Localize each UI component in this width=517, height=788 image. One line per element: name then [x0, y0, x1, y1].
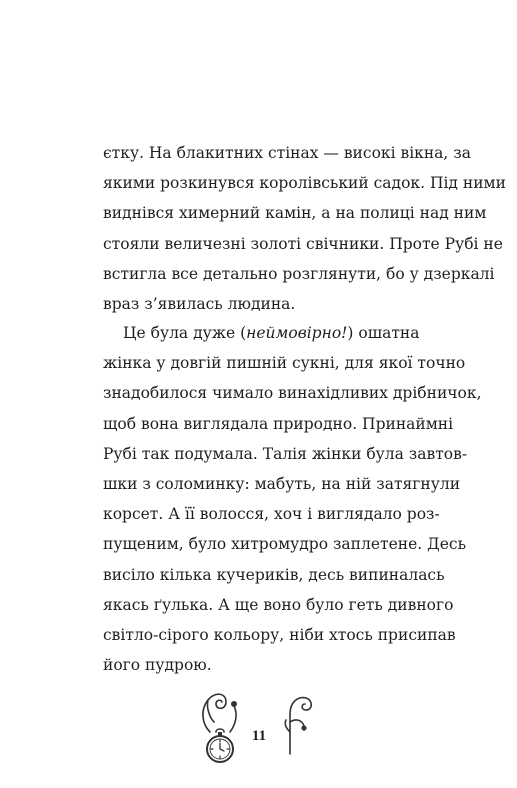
- text-line: враз з’явилась людина.: [103, 295, 296, 314]
- text-segment: ) ошатна: [347, 324, 420, 342]
- text-line: світло-сірого кольору, ніби хтось присипав: [103, 626, 456, 645]
- text-line: корсет. А її волосся, хоч і виглядало роз-: [103, 505, 440, 524]
- text-line: стояли величезні золоті свічники. Проте Рубі не: [103, 234, 503, 253]
- text-line-first: [103, 318, 418, 348]
- text-line: єтку. На блакитних стінах — високі вікна, за: [103, 144, 471, 162]
- text-line: знадобилося чимало винахідливих дрібничок,: [103, 384, 482, 403]
- text-line: якими розкинувся королівський садок. Під ними: [103, 174, 506, 193]
- text-line: жінка у довгій пишній сукні, для якої точно: [103, 354, 466, 373]
- text-line: шки з соломинку: мабуть, на ній затягнули: [103, 475, 461, 494]
- text-segment: Це була дуже (: [123, 324, 247, 342]
- scroll-flourish-ornament-icon: [282, 692, 316, 760]
- paragraph-2: [103, 318, 482, 680]
- text-line: його пудрою.: [103, 656, 212, 675]
- text-line: виднівся химерний камін, а на полиці над ним: [103, 204, 487, 223]
- paragraph-1: [103, 138, 506, 319]
- text-line: висіло кілька кучериків, десь випиналась: [103, 565, 445, 584]
- text-line: щоб вона виглядала природно. Принаймні: [103, 414, 454, 433]
- pocket-watch-ornament-icon: [196, 688, 244, 770]
- text-line: пущеним, було хитромудро заплетене. Десь: [103, 535, 467, 554]
- text-line: встигла все детально розглянути, бо у дзеркалі: [103, 264, 495, 283]
- page-footer: [0, 688, 517, 768]
- text-line: якась ґулька. А ще воно було геть дивного: [103, 595, 454, 614]
- emphasis-text: неймовірно!: [246, 324, 348, 342]
- text-line: Рубі так подумала. Талія жінки була завтов-: [103, 444, 468, 463]
- page-number: 11: [251, 728, 267, 744]
